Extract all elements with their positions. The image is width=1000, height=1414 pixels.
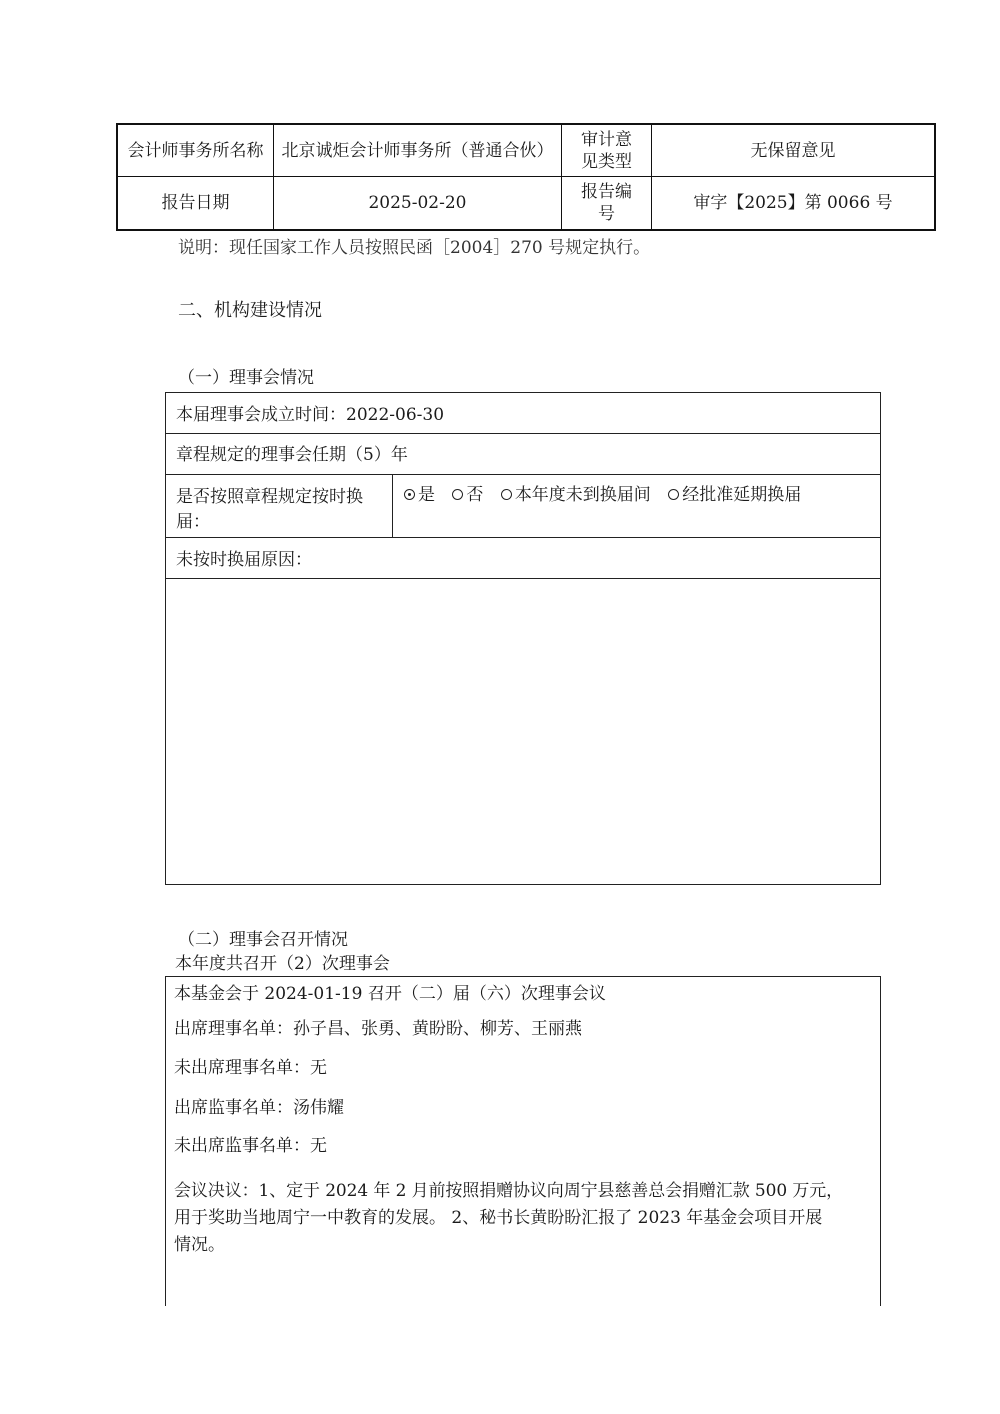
radio-selected-icon: [404, 489, 415, 500]
board-subtitle: （一）理事会情况: [178, 368, 314, 388]
meeting-record-box: [165, 976, 881, 1306]
board-row-established: [166, 393, 880, 434]
report-no-value: 审字【2025】第 0066 号: [693, 193, 893, 213]
note-text: 说明：现任国家工作人员按照民函［2004］270 号规定执行。: [178, 238, 651, 258]
term-text: 章程规定的理事会任期（5）年: [176, 445, 408, 465]
opinion-type-label: [562, 125, 651, 176]
opinion-type-label-line1: 审计意: [581, 129, 632, 150]
table-divider: [392, 475, 393, 537]
reason-value-area: [166, 579, 880, 884]
opinion-value: 无保留意见: [750, 140, 836, 161]
radio-icon: [452, 489, 463, 500]
report-no-label-line2: 号: [598, 204, 615, 224]
renewal-label: [176, 485, 363, 535]
meetings-subtitle: （二）理事会召开情况: [178, 930, 348, 950]
renewal-option-yes[interactable]: 是: [404, 485, 435, 505]
section-title: 二、机构建设情况: [178, 300, 322, 321]
renewal-label-line1: 是否按照章程规定按时换: [176, 487, 363, 507]
renewal-option-extended[interactable]: 经批准延期换届: [668, 485, 801, 505]
firm-value: 北京诚炬会计师事务所（普通合伙）: [281, 140, 554, 161]
board-row-term: [166, 434, 880, 475]
report-date-label: 报告日期: [161, 193, 230, 213]
resolution-line2: 用于奖助当地周宁一中教育的发展。 2、秘书长黄盼盼汇报了 2023 年基金会项目开展: [174, 1208, 823, 1228]
board-row-reason-label: [166, 538, 880, 579]
renewal-option-no[interactable]: 否: [452, 485, 483, 505]
resolution-line3: 情况。: [174, 1235, 225, 1255]
renewal-options: [404, 483, 813, 507]
board-row-renewal: [166, 475, 880, 538]
report-no-label-line1: 报告编: [581, 182, 632, 202]
meeting-title: 本基金会于 2024-01-19 召开（二）届（六）次理事会议: [174, 984, 606, 1004]
established-text: 本届理事会成立时间：2022-06-30: [176, 405, 445, 425]
attend-supervisors: 出席监事名单：汤伟耀: [174, 1098, 344, 1118]
radio-icon: [501, 489, 512, 500]
report-no-label: [562, 177, 651, 229]
resolution-line1: 会议决议：1、定于 2024 年 2 月前按照捐赠协议向周宁县慈善总会捐赠汇款 500 万元，: [174, 1181, 844, 1201]
radio-icon: [668, 489, 679, 500]
opinion-type-label-line2: 见类型: [581, 151, 632, 172]
reason-label: 未按时换届原因：: [176, 550, 312, 570]
meetings-count: 本年度共召开（2）次理事会: [175, 954, 390, 974]
absent-directors: 未出席理事名单：无: [174, 1058, 327, 1078]
attend-directors: 出席理事名单：孙子昌、张勇、黄盼盼、柳芳、王丽燕: [174, 1019, 582, 1039]
absent-supervisors: 未出席监事名单：无: [174, 1136, 327, 1156]
renewal-label-line2: 届：: [176, 512, 210, 532]
audit-info-table: [116, 123, 936, 231]
firm-label: 会计师事务所名称: [127, 140, 264, 161]
renewal-option-not-due[interactable]: 本年度未到换届间: [501, 485, 651, 505]
report-date-value: 2025-02-20: [368, 193, 467, 213]
board-info-table: [165, 392, 881, 885]
